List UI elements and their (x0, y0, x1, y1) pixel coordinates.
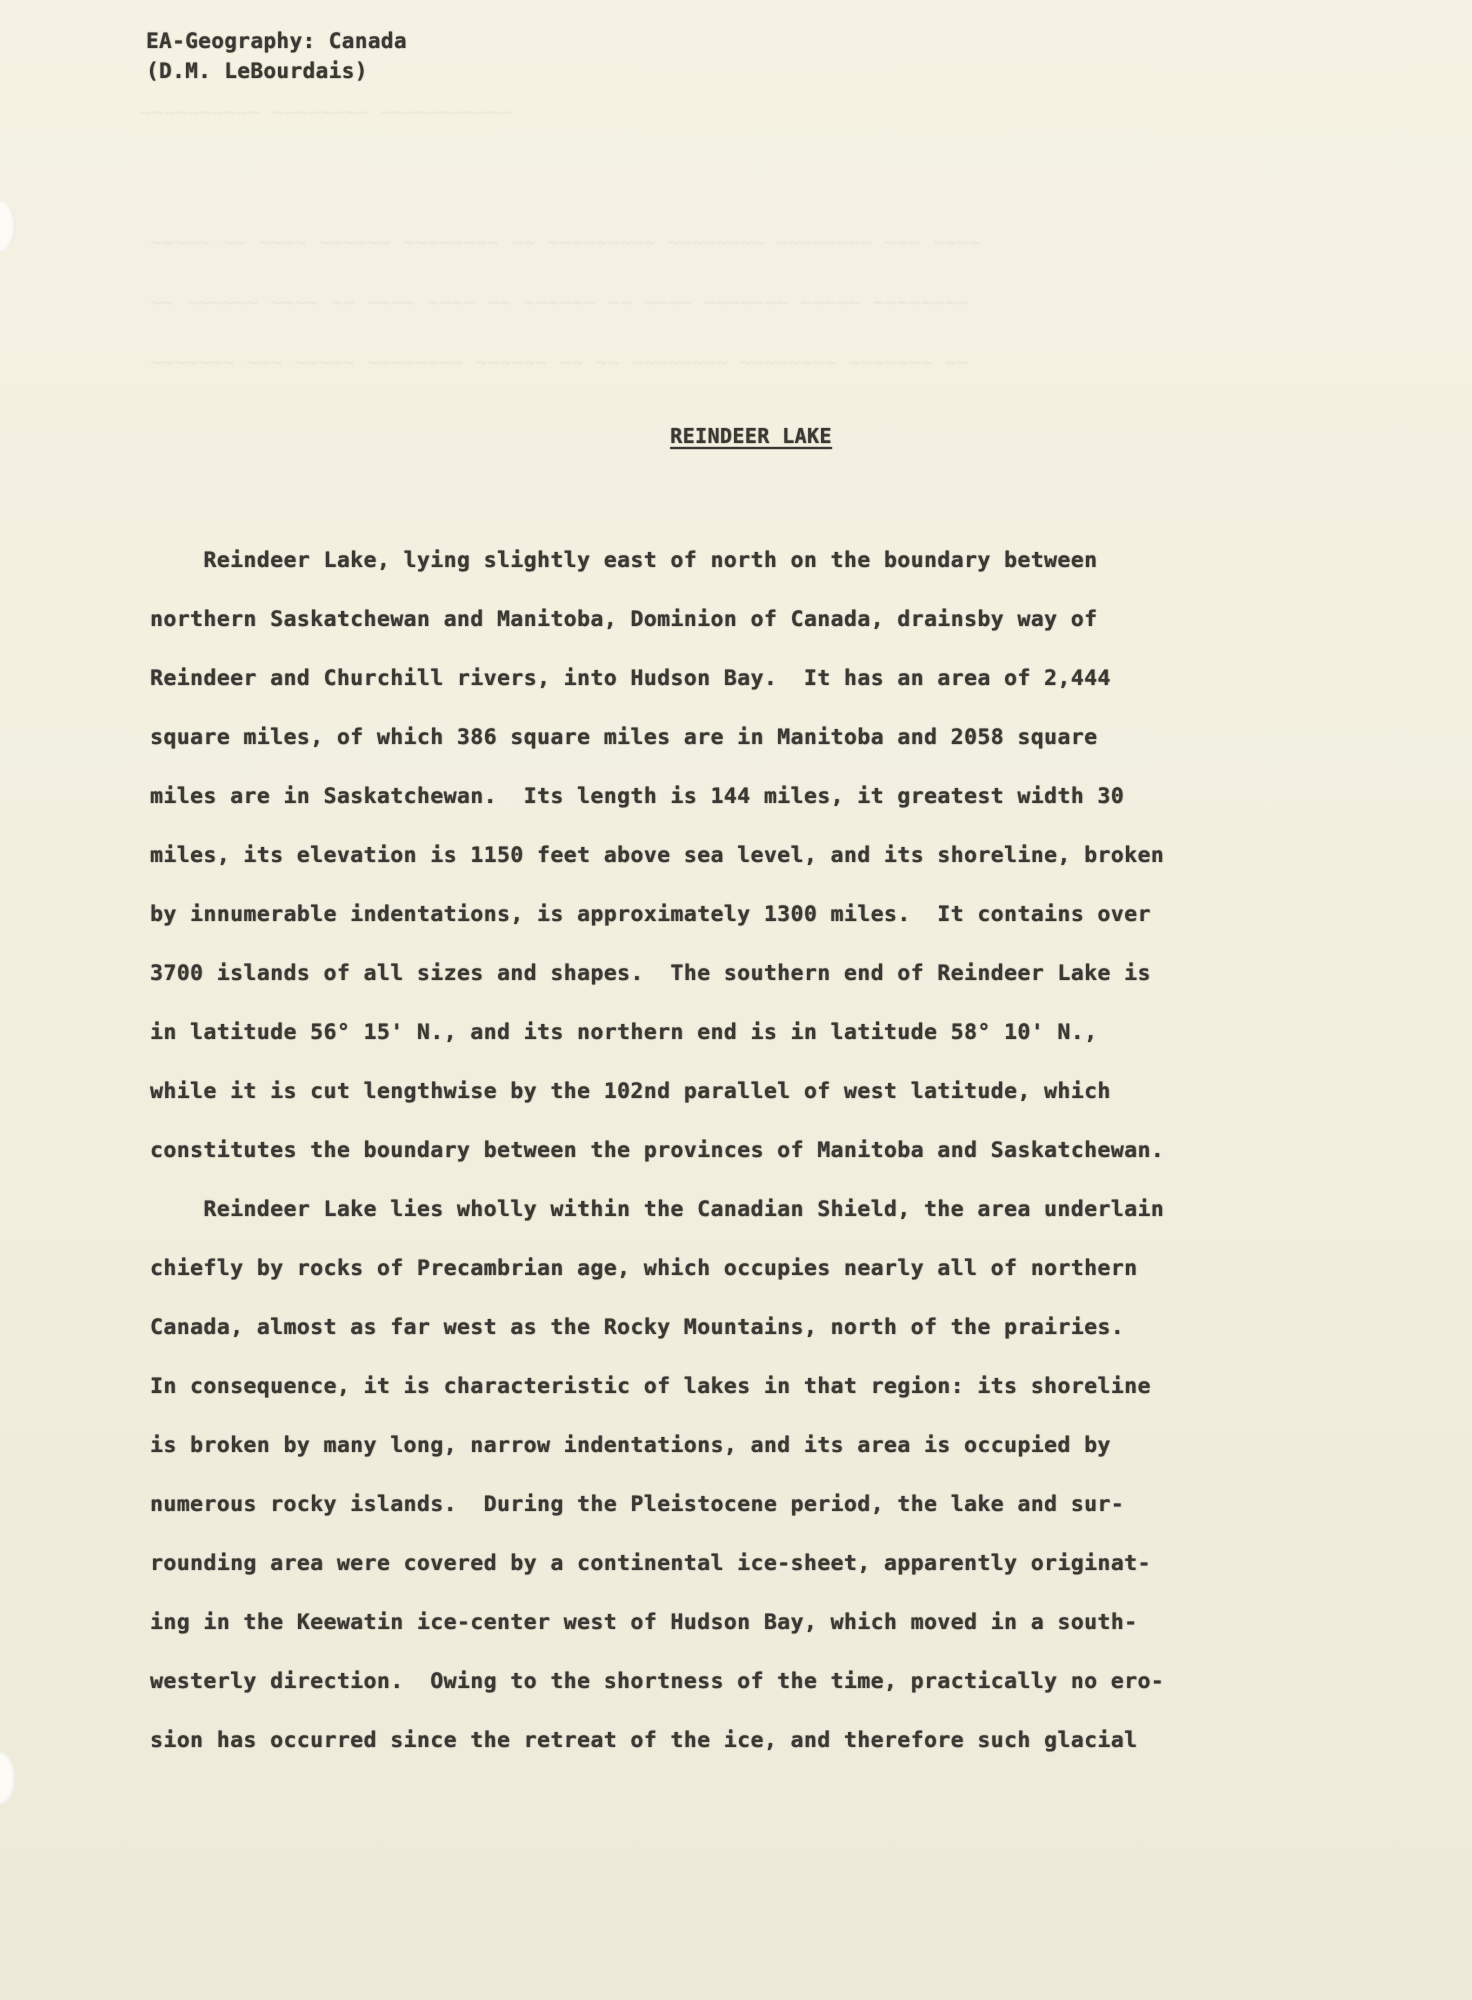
bleed-through-text: ~~~~~ ~~ ~~~~ ~~~~~~ ~~~~~~~~ ~~ ~~~~~~~~~ ~~~~~~~~ ~~~~~~~~ ~~~ ~~~~ (150, 230, 981, 254)
header-subject: EA-Geography: Canada (146, 29, 407, 53)
header-author: (D.M. LeBourdais) (146, 59, 368, 83)
text-line: square miles, of which 386 square miles are in Manitoba and 2058 square (150, 725, 1098, 750)
text-line: is broken by many long, narrow indentations, and its area is occupied by (150, 1433, 1111, 1458)
document-body (150, 541, 1350, 1780)
text-line: sion has occurred since the retreat of the ice, and therefore such glacial (150, 1728, 1138, 1753)
binding-hole (0, 200, 16, 252)
text-line: ing in the Keewatin ice-center west of Hudson Bay, which moved in a south- (150, 1610, 1138, 1635)
text-line: 3700 islands of all sizes and shapes. The southern end of Reindeer Lake is (150, 961, 1151, 986)
text-line: Reindeer Lake lies wholly within the Canadian Shield, the area underlain (150, 1197, 1165, 1222)
binding-hole (0, 1752, 16, 1804)
text-line: miles are in Saskatchewan. Its length is 144 miles, it greatest width 30 (150, 784, 1125, 809)
bleed-through-text: ~~~~~~~~~~ ~~~~~~~~ ~~~~~~~~~~~ (140, 100, 514, 124)
document-title-wrap (0, 424, 1472, 448)
text-line: rounding area were covered by a continental ice-sheet, apparently originat- (150, 1551, 1151, 1576)
text-line: numerous rocky islands. During the Pleistocene period, the lake and sur- (150, 1492, 1125, 1517)
bleed-through-text: ~~~~~~~ ~~~ ~~~~~ ~~~~~~~~ ~~~~~~ ~~ ~~ ~~~~~~~~ ~~~~~~~~ ~~~~~~~ ~~ (150, 350, 969, 374)
text-line: while it is cut lengthwise by the 102nd parallel of west latitude, which (150, 1079, 1111, 1104)
document-header (146, 26, 407, 86)
text-line: miles, its elevation is 1150 feet above sea level, and its shoreline, broken (150, 843, 1165, 868)
text-line: by innumerable indentations, is approximately 1300 miles. It contains over (150, 902, 1151, 927)
text-line: constitutes the boundary between the provinces of Manitoba and Saskatchewan. (150, 1138, 1165, 1163)
text-line: northern Saskatchewan and Manitoba, Dominion of Canada, drainsby way of (150, 607, 1098, 632)
text-line: westerly direction. Owing to the shortness of the time, practically no ero- (150, 1669, 1165, 1694)
text-line: In consequence, it is characteristic of lakes in that region: its shoreline (150, 1374, 1151, 1399)
document-title: REINDEER LAKE (670, 424, 832, 448)
text-line: in latitude 56° 15' N., and its northern end is in latitude 58° 10' N., (150, 1020, 1098, 1045)
text-line: Canada, almost as far west as the Rocky Mountains, north of the prairies. (150, 1315, 1125, 1340)
text-line: Reindeer and Churchill rivers, into Hudson Bay. It has an area of 2,444 (150, 666, 1111, 691)
text-line: Reindeer Lake, lying slightly east of north on the boundary between (150, 548, 1098, 573)
text-line: chiefly by rocks of Precambrian age, which occupies nearly all of northern (150, 1256, 1138, 1281)
bleed-through-text: ~~ ~~~~~~ ~~~~ ~~ ~~~~ ~~~~ ~~ ~~~~~~ ~~ ~~~~ ~~~~~~~ ~~~~~ ~~~~~~~~ (150, 290, 969, 314)
